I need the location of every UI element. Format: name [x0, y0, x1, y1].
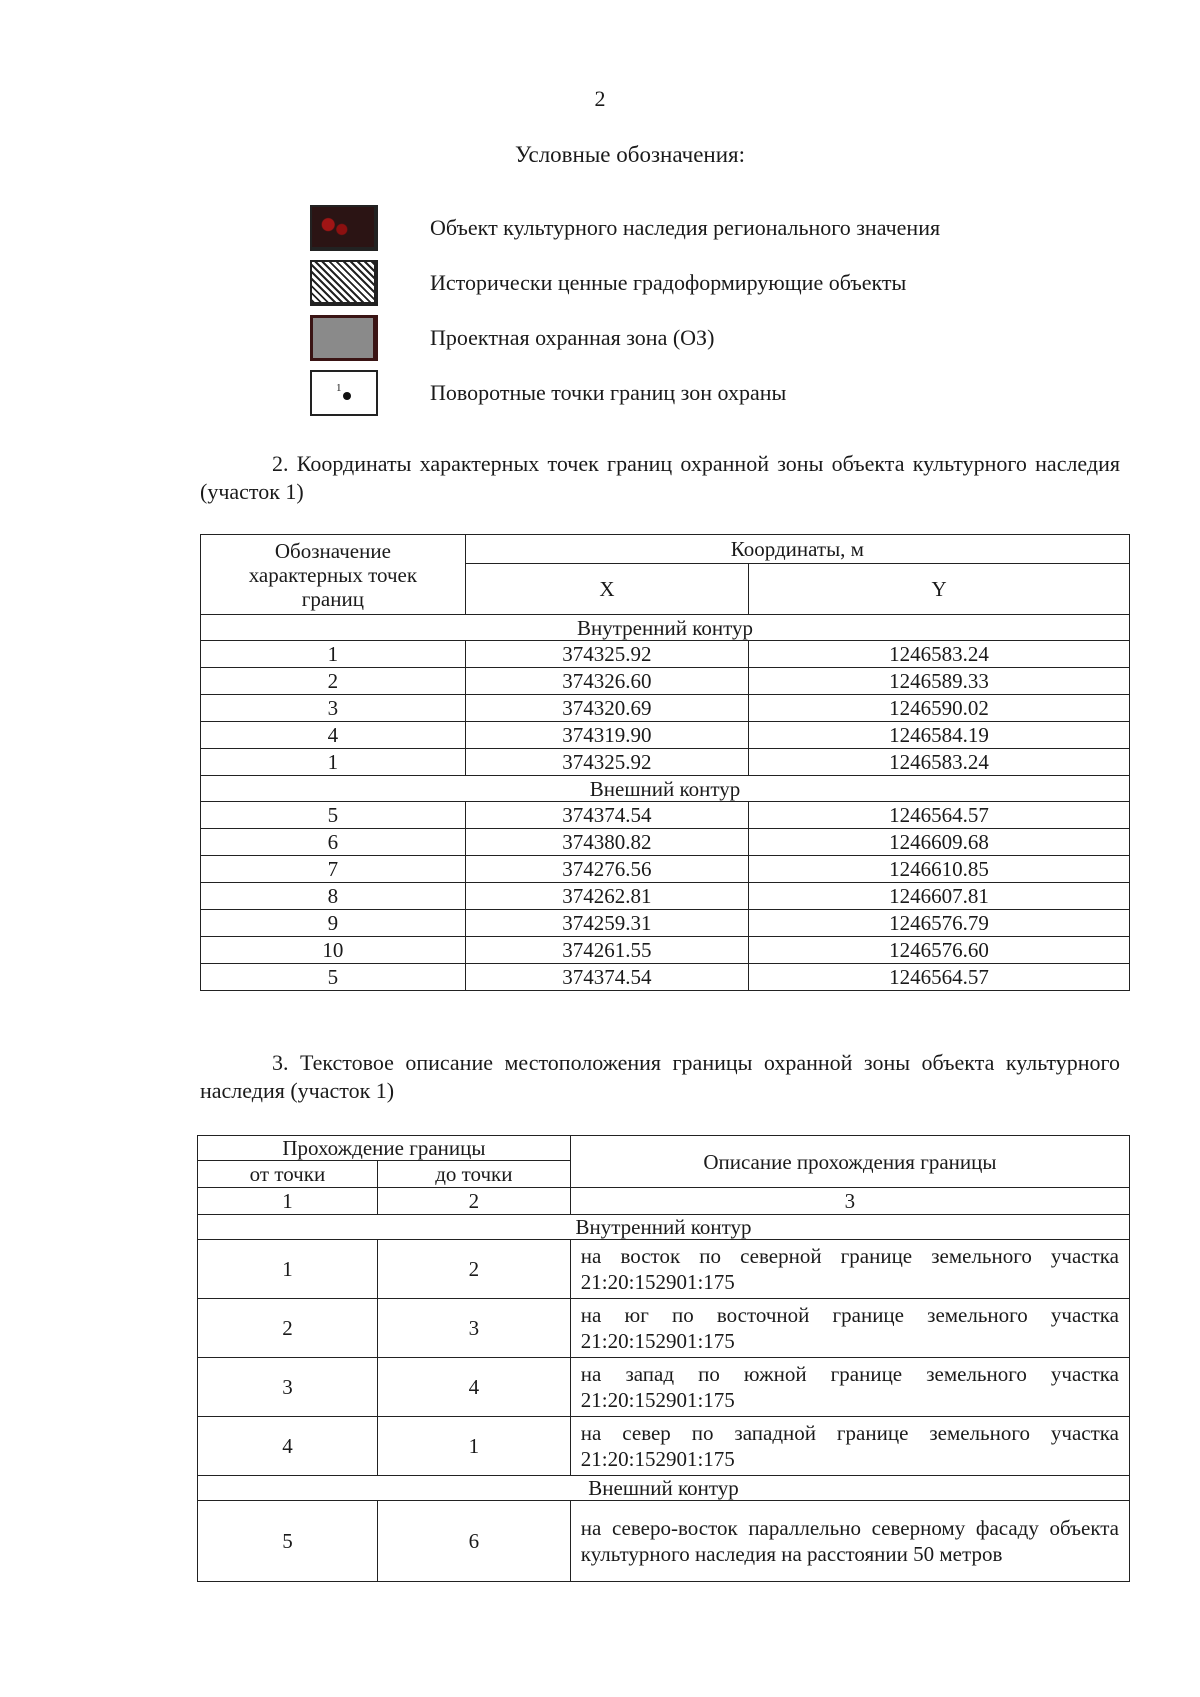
to-point: 3	[377, 1299, 570, 1358]
protection-zone-swatch-icon	[310, 315, 378, 361]
table-row	[201, 749, 1130, 776]
point-number: 6	[201, 829, 466, 856]
coord-x: 374380.82	[465, 829, 748, 856]
coord-y: 1246607.81	[749, 883, 1130, 910]
column-number: 1	[198, 1188, 378, 1215]
coord-y: 1246576.60	[749, 937, 1130, 964]
point-number: 5	[201, 802, 466, 829]
table-row	[198, 1299, 1130, 1358]
coord-y: 1246583.24	[749, 749, 1130, 776]
header-coordinates: Координаты, м	[465, 535, 1129, 564]
coord-x: 374262.81	[465, 883, 748, 910]
legend-title: Условные обозначения:	[514, 142, 746, 167]
coord-y: 1246583.24	[749, 641, 1130, 668]
page-number: 2	[594, 86, 606, 111]
description-table	[197, 1135, 1130, 1582]
from-point: 2	[198, 1299, 378, 1358]
boundary-description: на северо-восток параллельно северному фасаду объекта культурного наследия на расстоянии 50 метров	[570, 1501, 1129, 1582]
table-row	[201, 722, 1130, 749]
contour-row	[198, 1476, 1130, 1501]
point-number: 1	[201, 641, 466, 668]
point-number: 1	[201, 749, 466, 776]
hatched-swatch-icon	[310, 260, 378, 306]
point-number: 1	[336, 381, 342, 394]
legend-item-historic	[310, 255, 1070, 310]
coord-x: 374261.55	[465, 937, 748, 964]
table-row	[201, 883, 1130, 910]
coord-x: 374320.69	[465, 695, 748, 722]
table-row	[201, 641, 1130, 668]
point-number: 10	[201, 937, 466, 964]
boundary-description: на запад по южной границе земельного участка 21:20:152901:175	[570, 1358, 1129, 1417]
header-to: до точки	[377, 1161, 570, 1188]
coord-y: 1246584.19	[749, 722, 1130, 749]
coord-y: 1246564.57	[749, 802, 1130, 829]
header-x: X	[465, 564, 748, 615]
header-designation: Обозначение характерных точек границ	[201, 535, 466, 615]
column-number: 3	[570, 1188, 1129, 1215]
table-row	[201, 668, 1130, 695]
contour-row	[198, 1215, 1130, 1240]
boundary-description: на восток по северной границе земельного участка 21:20:152901:175	[570, 1240, 1129, 1299]
coord-y: 1246564.57	[749, 964, 1130, 991]
point-number: 5	[201, 964, 466, 991]
heritage-object-swatch-icon	[310, 205, 378, 251]
coord-x: 374325.92	[465, 641, 748, 668]
table-row	[201, 937, 1130, 964]
coord-x: 374326.60	[465, 668, 748, 695]
coord-y: 1246576.79	[749, 910, 1130, 937]
table-row	[201, 964, 1130, 991]
coord-y: 1246610.85	[749, 856, 1130, 883]
coord-y: 1246589.33	[749, 668, 1130, 695]
header-pass: Прохождение границы	[198, 1136, 571, 1161]
to-point: 2	[377, 1240, 570, 1299]
legend-label: Поворотные точки границ зон охраны	[430, 379, 787, 405]
legend-item-points	[310, 365, 1070, 420]
contour-label: Внешний контур	[201, 776, 1130, 802]
turning-point-swatch-icon	[310, 370, 378, 416]
coord-x: 374276.56	[465, 856, 748, 883]
legend-item-heritage	[310, 200, 1070, 255]
point-number: 2	[201, 668, 466, 695]
to-point: 4	[377, 1358, 570, 1417]
section-3-heading: 3. Текстовое описание местоположения границы охранной зоны объекта культурного наследия (участок 1)	[200, 1050, 1120, 1103]
from-point: 1	[198, 1240, 378, 1299]
header-y: Y	[749, 564, 1130, 615]
table-row	[201, 856, 1130, 883]
contour-label: Внешний контур	[198, 1476, 1130, 1501]
contour-row	[201, 615, 1130, 641]
point-dot-icon	[343, 392, 351, 400]
to-point: 1	[377, 1417, 570, 1476]
point-number: 8	[201, 883, 466, 910]
boundary-description: на юг по восточной границе земельного участка 21:20:152901:175	[570, 1299, 1129, 1358]
column-number: 2	[377, 1188, 570, 1215]
from-point: 3	[198, 1358, 378, 1417]
table-row	[198, 1417, 1130, 1476]
coordinates-table	[200, 534, 1130, 991]
header-description: Описание прохождения границы	[570, 1136, 1129, 1188]
point-number: 3	[201, 695, 466, 722]
contour-label: Внутренний контур	[201, 615, 1130, 641]
section-2-heading: 2. Координаты характерных точек границ охранной зоны объекта культурного наследия (участок 1)	[200, 451, 1120, 504]
header-from: от точки	[198, 1161, 378, 1188]
coord-x: 374259.31	[465, 910, 748, 937]
coord-x: 374374.54	[465, 964, 748, 991]
legend-label: Исторически ценные градоформирующие объекты	[430, 269, 907, 295]
contour-label: Внутренний контур	[198, 1215, 1130, 1240]
table-row	[198, 1358, 1130, 1417]
coord-x: 374374.54	[465, 802, 748, 829]
table-row	[198, 1501, 1130, 1582]
legend-label: Объект культурного наследия регионального значения	[430, 214, 941, 240]
table-row	[201, 910, 1130, 937]
coord-x: 374325.92	[465, 749, 748, 776]
coord-y: 1246590.02	[749, 695, 1130, 722]
legend	[310, 200, 1070, 420]
from-point: 4	[198, 1417, 378, 1476]
point-number: 4	[201, 722, 466, 749]
contour-row	[201, 776, 1130, 802]
to-point: 6	[377, 1501, 570, 1582]
coord-y: 1246609.68	[749, 829, 1130, 856]
point-number: 9	[201, 910, 466, 937]
from-point: 5	[198, 1501, 378, 1582]
table-row	[201, 695, 1130, 722]
boundary-description: на север по западной границе земельного участка 21:20:152901:175	[570, 1417, 1129, 1476]
table-row	[198, 1240, 1130, 1299]
table-row	[201, 829, 1130, 856]
coord-x: 374319.90	[465, 722, 748, 749]
point-number: 7	[201, 856, 466, 883]
legend-item-zone	[310, 310, 1070, 365]
legend-label: Проектная охранная зона (ОЗ)	[430, 324, 715, 350]
table-row	[201, 802, 1130, 829]
